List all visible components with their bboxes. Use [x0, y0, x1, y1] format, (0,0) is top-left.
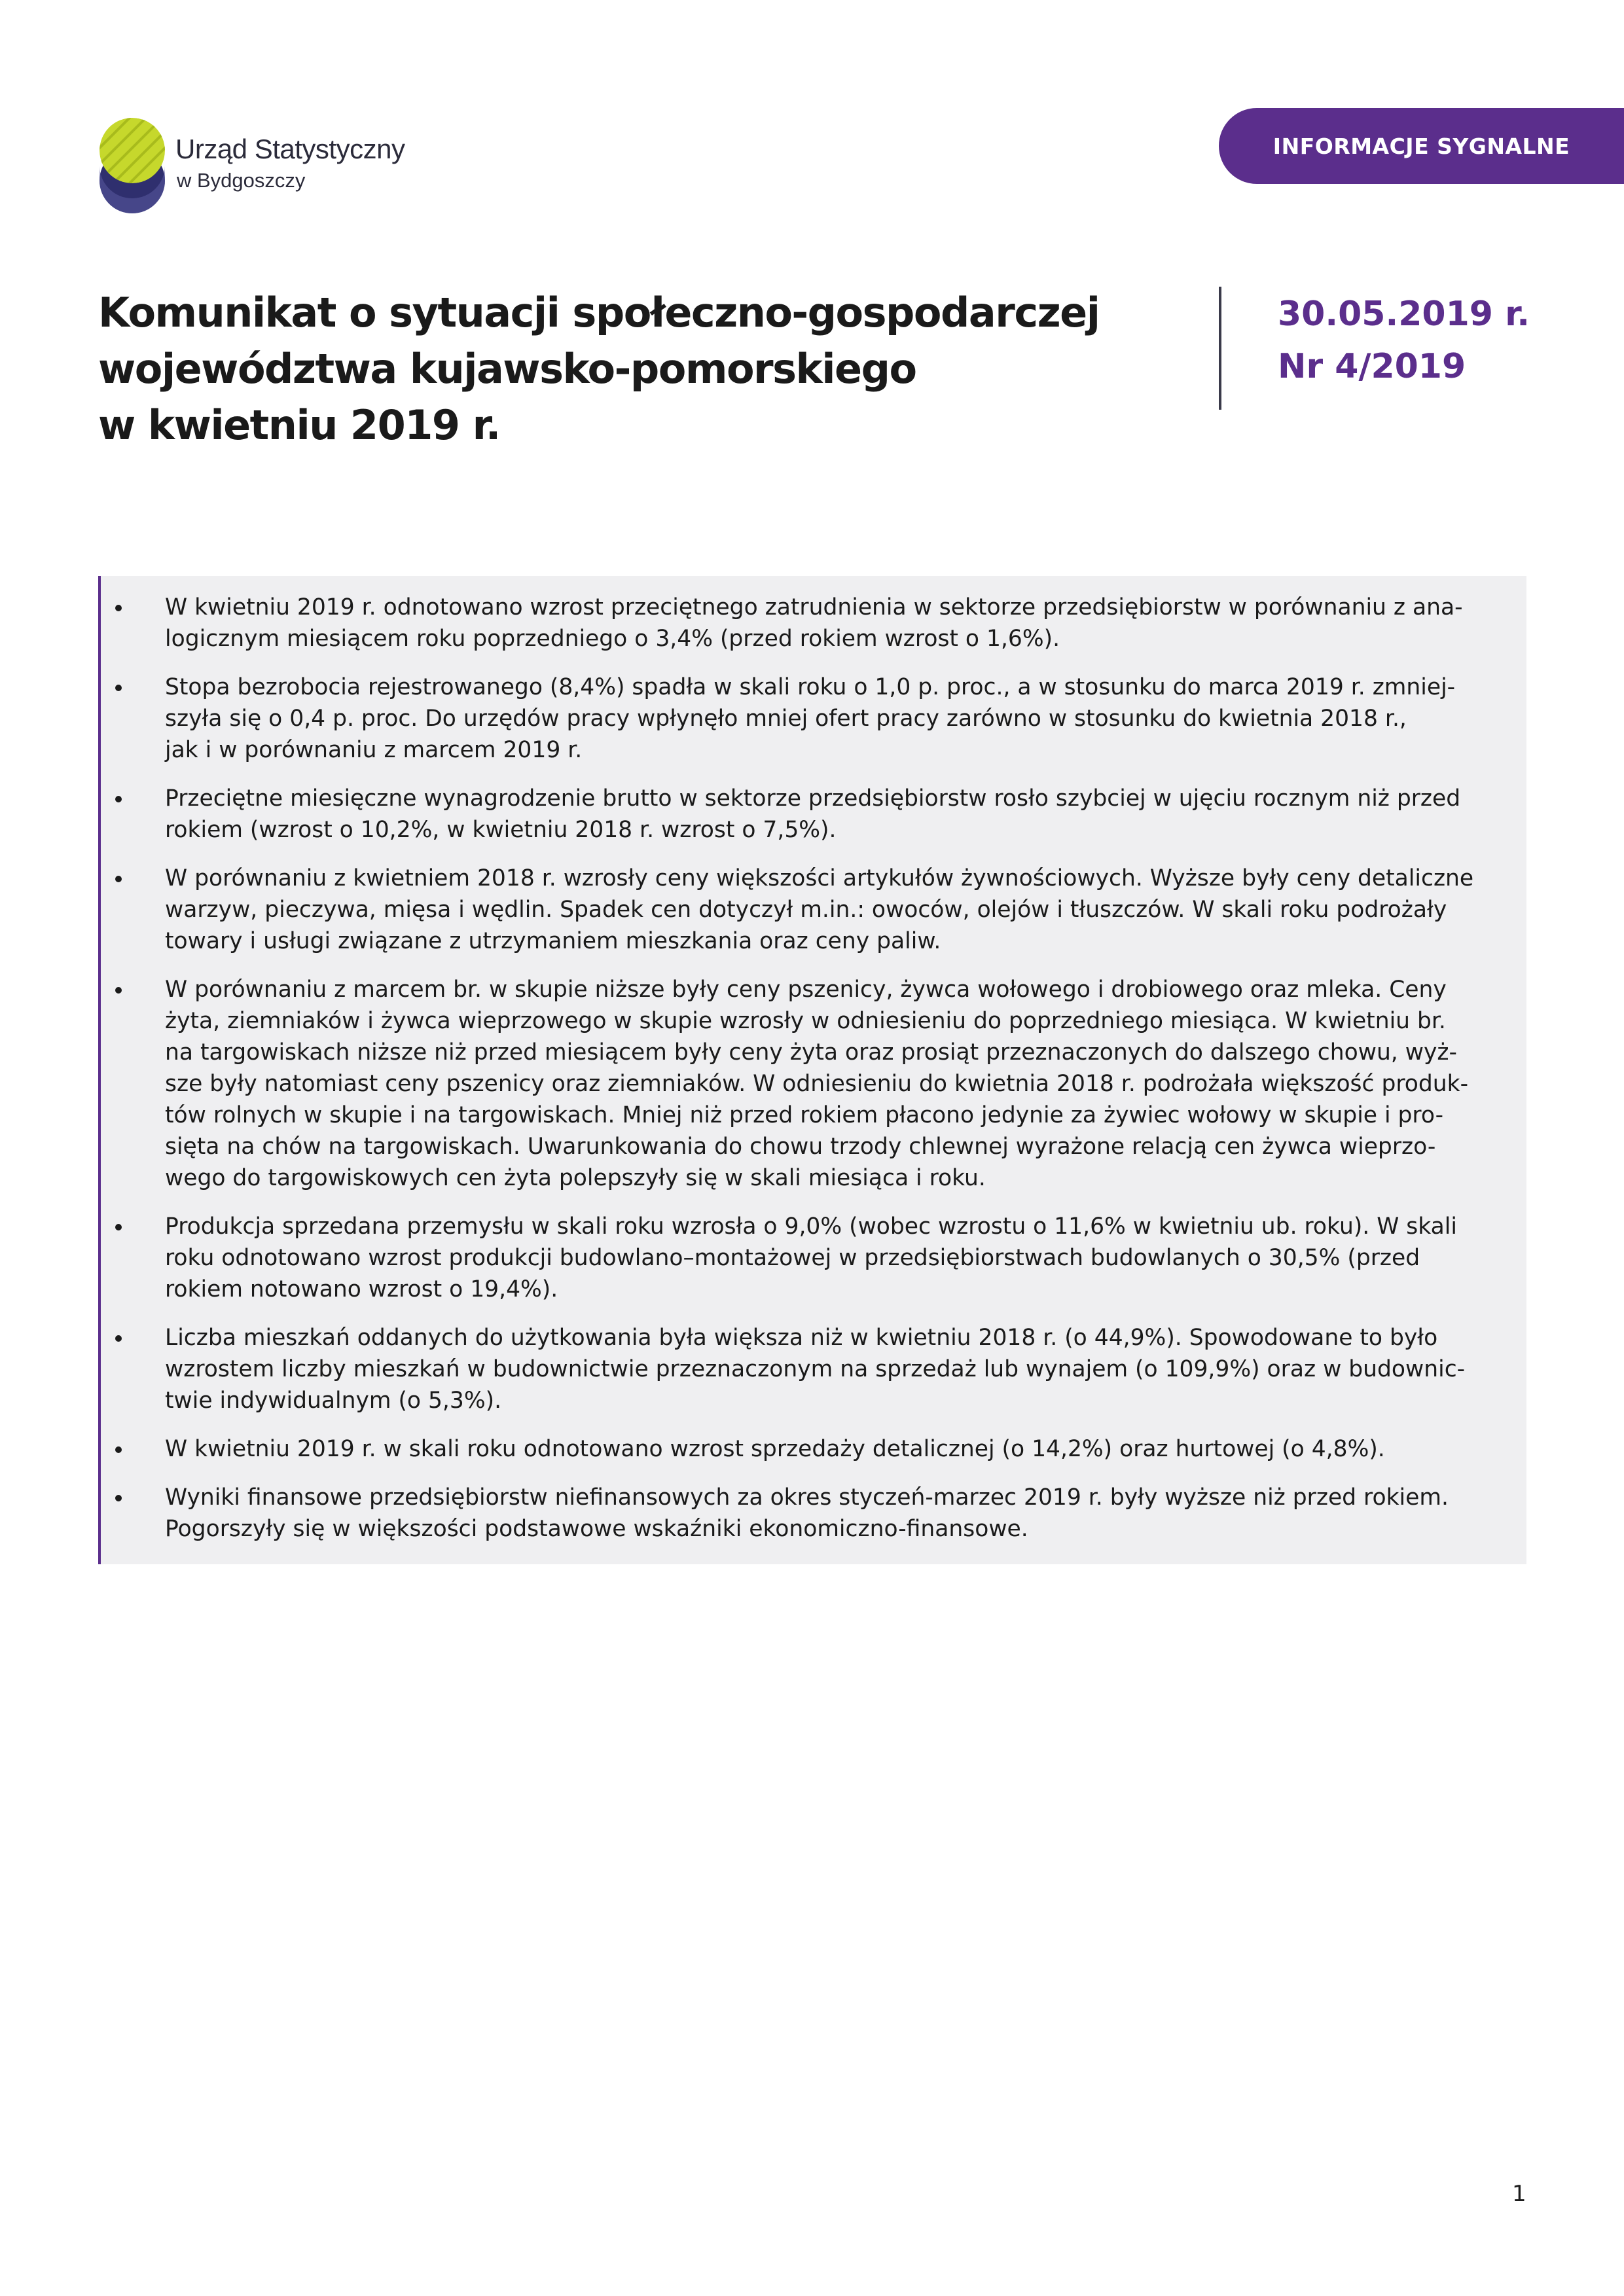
summary-text-line: logicznym miesiącem roku poprzedniego o 3,4% (przed rokiem wzrost o 1,6%). [165, 626, 1060, 652]
summary-text-line: wego do targowiskowych cen żyta polepszyły się w skali miesiąca i roku. [165, 1165, 986, 1191]
summary-text-line: sięta na chów na targowiskach. Uwarunkowania do chowu trzody chlewnej wyrażone relacją cen żywca wieprzo- [165, 1134, 1436, 1160]
summary-text-line: żyta, ziemniaków i żywca wieprzowego w skupie wzrosły w odniesieniu do poprzedniego miesiąca. W kwietniu br. [165, 1008, 1446, 1034]
summary-text-line: rokiem notowano wzrost o 19,4%). [165, 1276, 558, 1302]
bullet-icon [115, 987, 122, 994]
organization-logo [98, 117, 439, 215]
summary-bullet-item [101, 1433, 1507, 1465]
summary-text-line: jak i w porównaniu z marcem 2019 r. [165, 737, 583, 763]
title-divider [1219, 287, 1221, 410]
summary-text-line: Stopa bezrobocia rejestrowanego (8,4%) spadła w skali roku o 1,0 p. proc., a w stosunku do marca 2019 r. zmniej- [165, 674, 1456, 700]
summary-text-line: roku odnotowano wzrost produkcji budowlano–montażowej w przedsiębiorstwach budowlanych o 30,5% (przed [165, 1245, 1420, 1271]
title-line: w kwietniu 2019 r. [98, 401, 500, 449]
bullet-icon [115, 876, 122, 882]
publication-type-badge: INFORMACJE SYGNALNE [1219, 108, 1624, 184]
summary-bullet-item [101, 863, 1507, 957]
summary-text-line: na targowiskach niższe niż przed miesiącem były ceny żyta oraz prosiąt przeznaczonych do dalszego chowu, wyż- [165, 1039, 1457, 1066]
document-title [98, 285, 1146, 454]
bullet-icon [115, 1224, 122, 1230]
summary-text-line: towary i usługi związane z utrzymaniem mieszkania oraz ceny paliw. [165, 928, 941, 954]
summary-text-line: Liczba mieszkań oddanych do użytkowania była większa niż w kwietniu 2018 r. (o 44,9%). Spowodowane to było [165, 1325, 1438, 1351]
summary-text-line: Przeciętne miesięczne wynagrodzenie brutto w sektorze przedsiębiorstw rosło szybciej w ujęciu rocznym niż przed [165, 785, 1461, 812]
summary-text-line: W kwietniu 2019 r. odnotowano wzrost przeciętnego zatrudnienia w sektorze przedsiębiorstw w porównaniu z ana- [165, 594, 1463, 620]
summary-text-line: W porównaniu z marcem br. w skupie niższe były ceny pszenicy, żywca wołowego i drobiowego oraz mleka. Ceny [165, 977, 1447, 1003]
summary-text-line: tów rolnych w skupie i na targowiskach. Mniej niż przed rokiem płacono jedynie za żywiec wołowy w skupie i pro- [165, 1102, 1444, 1128]
summary-bullet-item [101, 1211, 1507, 1305]
summary-text-line: warzyw, pieczywa, mięsa i wędlin. Spadek cen dotyczył m.in.: owoców, olejów i tłuszczów. W skali roku podrożały [165, 897, 1447, 923]
title-line: województwa kujawsko-pomorskiego [98, 345, 916, 393]
summary-text-line: W porównaniu z kwietniem 2018 r. wzrosły ceny większości artykułów żywnościowych. Wyższe były ceny detaliczne [165, 865, 1474, 891]
gus-logo-icon [98, 117, 166, 215]
summary-text-line: rokiem (wzrost o 10,2%, w kwietniu 2018 r. wzrost o 7,5%). [165, 817, 837, 843]
summary-bullet-item [101, 974, 1507, 1194]
summary-bullet-item [101, 672, 1507, 766]
organization-name: Urząd Statystyczny [175, 134, 405, 164]
page-number: 1 [1512, 2181, 1526, 2207]
publication-meta [1278, 288, 1530, 393]
organization-city: w Bydgoszczy [177, 169, 306, 192]
summary-bullet-item [101, 592, 1507, 655]
bullet-icon [115, 796, 122, 802]
summary-text-line: Wyniki finansowe przedsiębiorstw niefinansowych za okres styczeń-marzec 2019 r. były wyższe niż przed rokiem. [165, 1484, 1449, 1511]
summary-text-line: twie indywidualnym (o 5,3%). [165, 1388, 502, 1414]
publication-number: Nr 4/2019 [1278, 347, 1466, 386]
bullet-icon [115, 605, 122, 611]
bullet-icon [115, 685, 122, 691]
summary-text-line: Produkcja sprzedana przemysłu w skali roku wzrosła o 9,0% (wobec wzrostu o 11,6% w kwietniu ub. roku). W skali [165, 1213, 1457, 1240]
bullet-icon [115, 1446, 122, 1453]
summary-text-line: szyła się o 0,4 p. proc. Do urzędów pracy wpłynęło mniej ofert pracy zarówno w stosunku do kwietnia 2018 r., [165, 706, 1407, 732]
publication-date: 30.05.2019 r. [1278, 295, 1530, 334]
summary-text-line: sze były natomiast ceny pszenicy oraz ziemniaków. W odniesieniu do kwietnia 2018 r. podrożała większość produk- [165, 1071, 1469, 1097]
summary-text-line: wzrostem liczby mieszkań w budownictwie przeznaczonym na sprzedaż lub wynajem (o 109,9%) oraz w budownic- [165, 1356, 1466, 1382]
summary-bullet-item [101, 1322, 1507, 1416]
title-line: Komunikat o sytuacji społeczno-gospodarczej [98, 289, 1100, 336]
summary-box [98, 576, 1526, 1564]
bullet-icon [115, 1335, 122, 1342]
summary-text-line: W kwietniu 2019 r. w skali roku odnotowano wzrost sprzedaży detalicznej (o 14,2%) oraz hurtowej (o 4,8%). [165, 1436, 1385, 1462]
summary-bullet-item [101, 1482, 1507, 1545]
summary-list [101, 576, 1526, 1545]
bullet-icon [115, 1495, 122, 1501]
summary-bullet-item [101, 783, 1507, 846]
summary-text-line: Pogorszyły się w większości podstawowe wskaźniki ekonomiczno-finansowe. [165, 1516, 1028, 1542]
